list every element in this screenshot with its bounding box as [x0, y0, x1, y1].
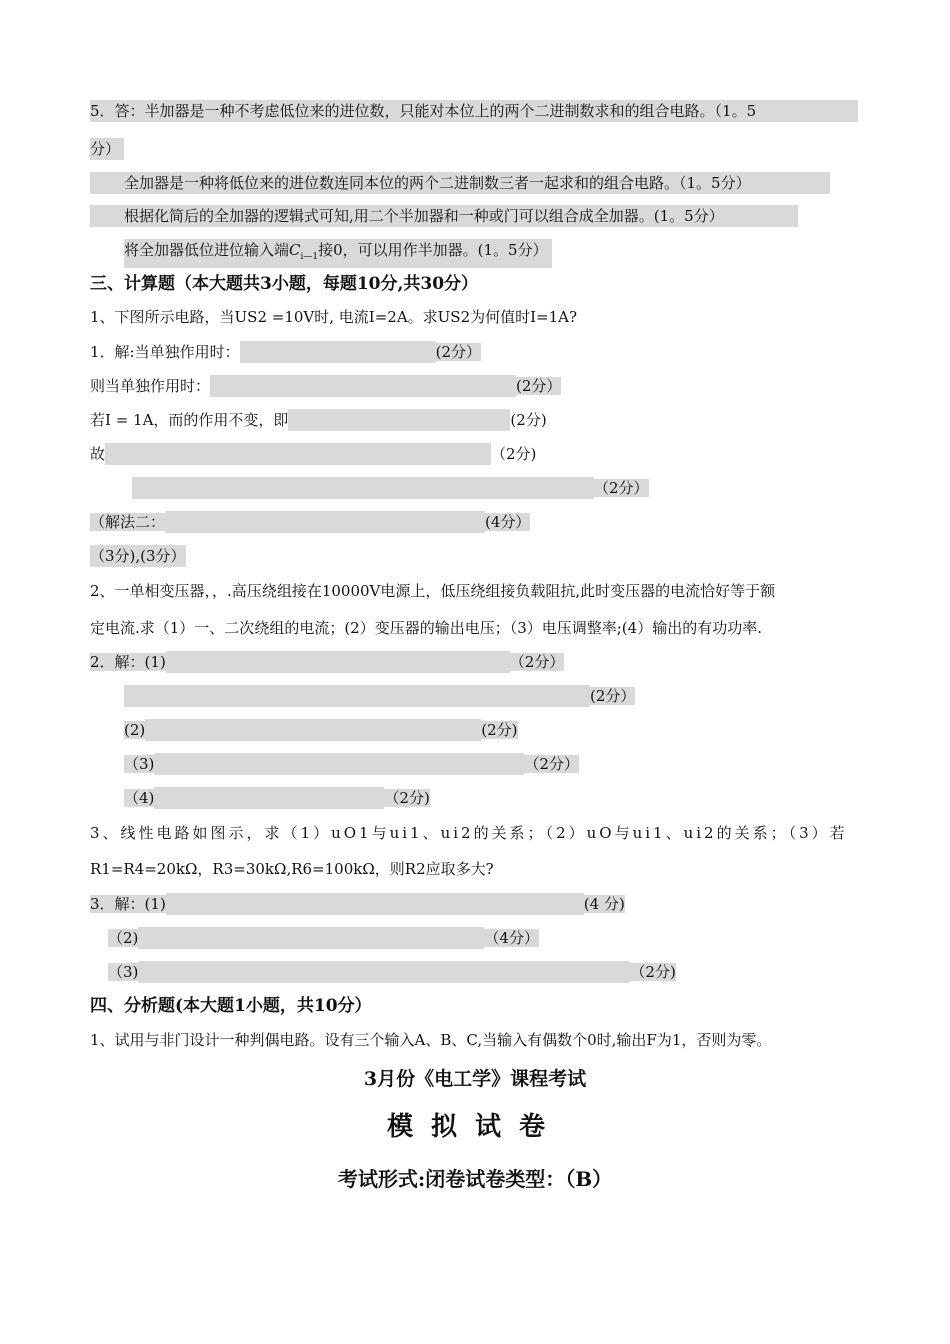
- answer-2-line-e: （4) （2分): [124, 789, 430, 807]
- question-2-line-2: 定电流.求（1）一、二次绕组的电流；(2）变压器的输出电压；（3）电压调整率;(4）输出的有功功率.: [90, 619, 762, 637]
- exam-form-line: 考试形式:闭卷试卷类型：（B）: [337, 1167, 613, 1191]
- question-2-line-1: 2、一单相变压器，，.高压绕组接在10000V电源上，低压绕组接负载阻抗,此时变压器的电流恰好等于额: [90, 582, 776, 600]
- answer-1-line-d: 故 （2分): [90, 445, 537, 463]
- answer-5-line-2: 分）: [90, 138, 124, 160]
- question-1: 1、下图所示电路，当US2 =10V时, 电流I=2A。求US2为何值时I=1A?: [90, 308, 578, 326]
- answer-5-text: 5．答：半加器是一种不考虑低位来的进位数，只能对本位上的两个二进制数求和的组合电路。（1。5: [90, 102, 757, 120]
- exam-subtitle: 模拟试卷: [386, 1112, 563, 1142]
- exam-title: 3月份《电工学》课程考试: [363, 1068, 587, 1090]
- answer-2-line-b: (2分）: [124, 685, 635, 707]
- answer-1-line-g: （3分),(3分）: [90, 547, 186, 565]
- answer-2-line-c: (2) (2分): [124, 721, 518, 739]
- answer-2-line-d: （3) （2分）: [124, 755, 579, 773]
- answer-5-line-4: 根据化简后的全加器的逻辑式可知,用二个半加器和一种或门可以组合成全加器。(1。5分）: [90, 205, 798, 227]
- question-3-line-1: 3、线性电路如图示，求（1）uO1与ui1、ui2的关系；（2）uO与ui1、ui2的关系；（3）若: [90, 824, 848, 842]
- answer-3-line-b: （2) （4分）: [108, 929, 539, 947]
- answer-1-line-b: 则当单独作用时： (2分）: [90, 377, 562, 395]
- answer-3-line-c: （3) （2分): [108, 963, 676, 981]
- answer-5-line-3: 全加器是一种将低位来的进位数连同本位的两个二进制数三者一起求和的组合电路。（1。5分）: [90, 172, 830, 194]
- answer-5-line-1: [90, 100, 858, 122]
- answer-1-line-e: （2分）: [132, 477, 649, 499]
- answer-1-line-a: 1．解:当单独作用时： (2分）: [90, 343, 482, 361]
- section-4-heading: 四、分析题(本大题1小题，共10分）: [90, 996, 372, 1016]
- answer-2-line-a: 2．解：(1) （2分）: [90, 653, 565, 671]
- answer-3-line-a: 3．解：(1) (4 分): [90, 895, 625, 913]
- section-3-heading: 三、计算题（本大题共3小题，每题10分,共30分）: [90, 274, 479, 294]
- answer-1-line-f: （解法二： (4分）: [90, 513, 531, 531]
- answer-5-line-5: 将全加器低位进位输入端$C_{i—1}$接0，可以用作半加器。(1。5分）: [124, 239, 552, 261]
- answer-1-line-c: 若I = 1A，而的作用不变，即 (2分): [90, 411, 547, 429]
- question-4: 1、试用与非门设计一种判偶电路。设有三个输入A、B、C,当输入有偶数个0时,输出F为1，否则为零。: [90, 1031, 772, 1049]
- question-3-line-2: R1=R4=20kΩ，R3=30kΩ,R6=100kΩ，则R2应取多大?: [90, 860, 494, 878]
